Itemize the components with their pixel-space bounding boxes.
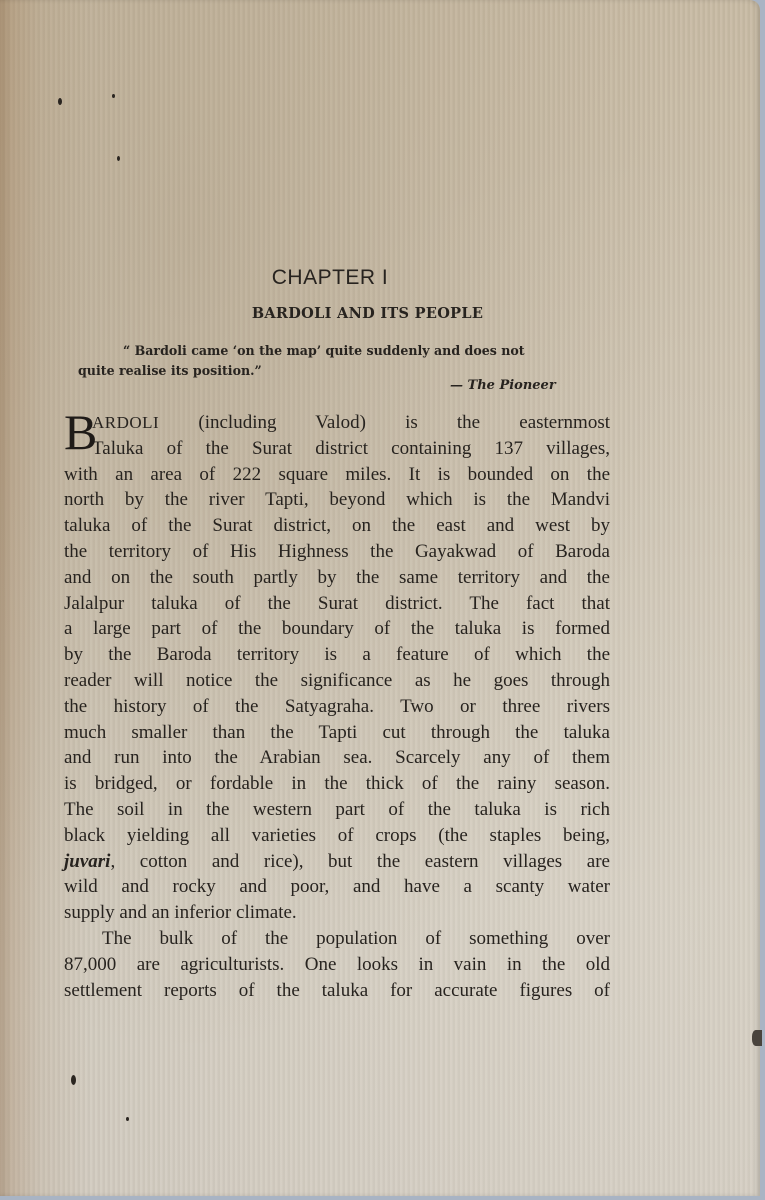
- text-fragment: , cotton and rice), but the eastern villages are: [110, 850, 610, 872]
- text-line: and on the south partly by the same territory and the: [64, 566, 610, 588]
- text-line: is bridged, or fordable in the thick of the rainy season.: [64, 773, 610, 795]
- text-line: the territory of His Highness the Gayakwad of Baroda: [64, 540, 610, 562]
- text-line: taluka of the Surat district, on the east and west by: [64, 515, 610, 537]
- text-line: with an area of 222 square miles. It is bounded on the: [64, 463, 610, 485]
- epigraph-line: quite realise its position.”: [78, 363, 262, 378]
- text-line: (including Valod) is the easternmost: [198, 412, 611, 433]
- text-line: wild and rocky and poor, and have a scanty water: [64, 876, 610, 898]
- text-line: much smaller than the Tapti cut through the taluka: [64, 721, 610, 743]
- text-line: The soil in the western part of the taluka is rich: [64, 798, 610, 820]
- chapter-subtitle: BARDOLI AND ITS PEOPLE: [251, 305, 484, 322]
- epigraph: [78, 341, 618, 381]
- italic-term: juvari: [64, 850, 111, 872]
- paragraph-first-line: The bulk of the population of something over: [102, 927, 610, 949]
- body-text: [64, 404, 611, 1003]
- text-line-with-italic: [64, 849, 610, 875]
- ink-speck: [117, 156, 120, 161]
- text-line: by the Baroda territory is a feature of which the: [64, 644, 610, 666]
- ink-speck: [58, 98, 62, 105]
- text-line: settlement reports of the taluka for accurate figures of: [64, 979, 610, 1001]
- ink-speck: [112, 94, 115, 98]
- text-line: Jalalpur taluka of the Surat district. The fact that: [64, 592, 610, 614]
- text-line: supply and an inferior climate.: [64, 902, 297, 924]
- chapter-title: CHAPTER I: [271, 266, 389, 289]
- text-line: and run into the Arabian sea. Scarcely any of them: [64, 747, 610, 769]
- text-line: a large part of the boundary of the taluka is formed: [64, 618, 610, 640]
- ink-speck: [71, 1075, 76, 1085]
- text-line: north by the river Tapti, beyond which is the Mandvi: [64, 489, 610, 511]
- ink-speck: [752, 1030, 762, 1046]
- text-line: 87,000 are agriculturists. One looks in vain in the old: [64, 953, 610, 975]
- text-line: Taluka of the Surat district containing 137 villages,: [92, 437, 610, 459]
- epigraph-line: “ Bardoli came ‘on the map’ quite suddenly and does not: [123, 343, 525, 358]
- ink-speck: [126, 1117, 129, 1121]
- first-word-smallcaps: ARDOLI: [92, 413, 160, 432]
- text-line: the history of the Satyagraha. Two or three rivers: [64, 695, 610, 717]
- epigraph-attribution: — The Pioneer: [450, 378, 556, 393]
- text-line: black yielding all varieties of crops (the staples being,: [64, 824, 610, 846]
- drop-cap: B: [64, 404, 98, 460]
- text-line: reader will notice the significance as he goes through: [64, 669, 610, 691]
